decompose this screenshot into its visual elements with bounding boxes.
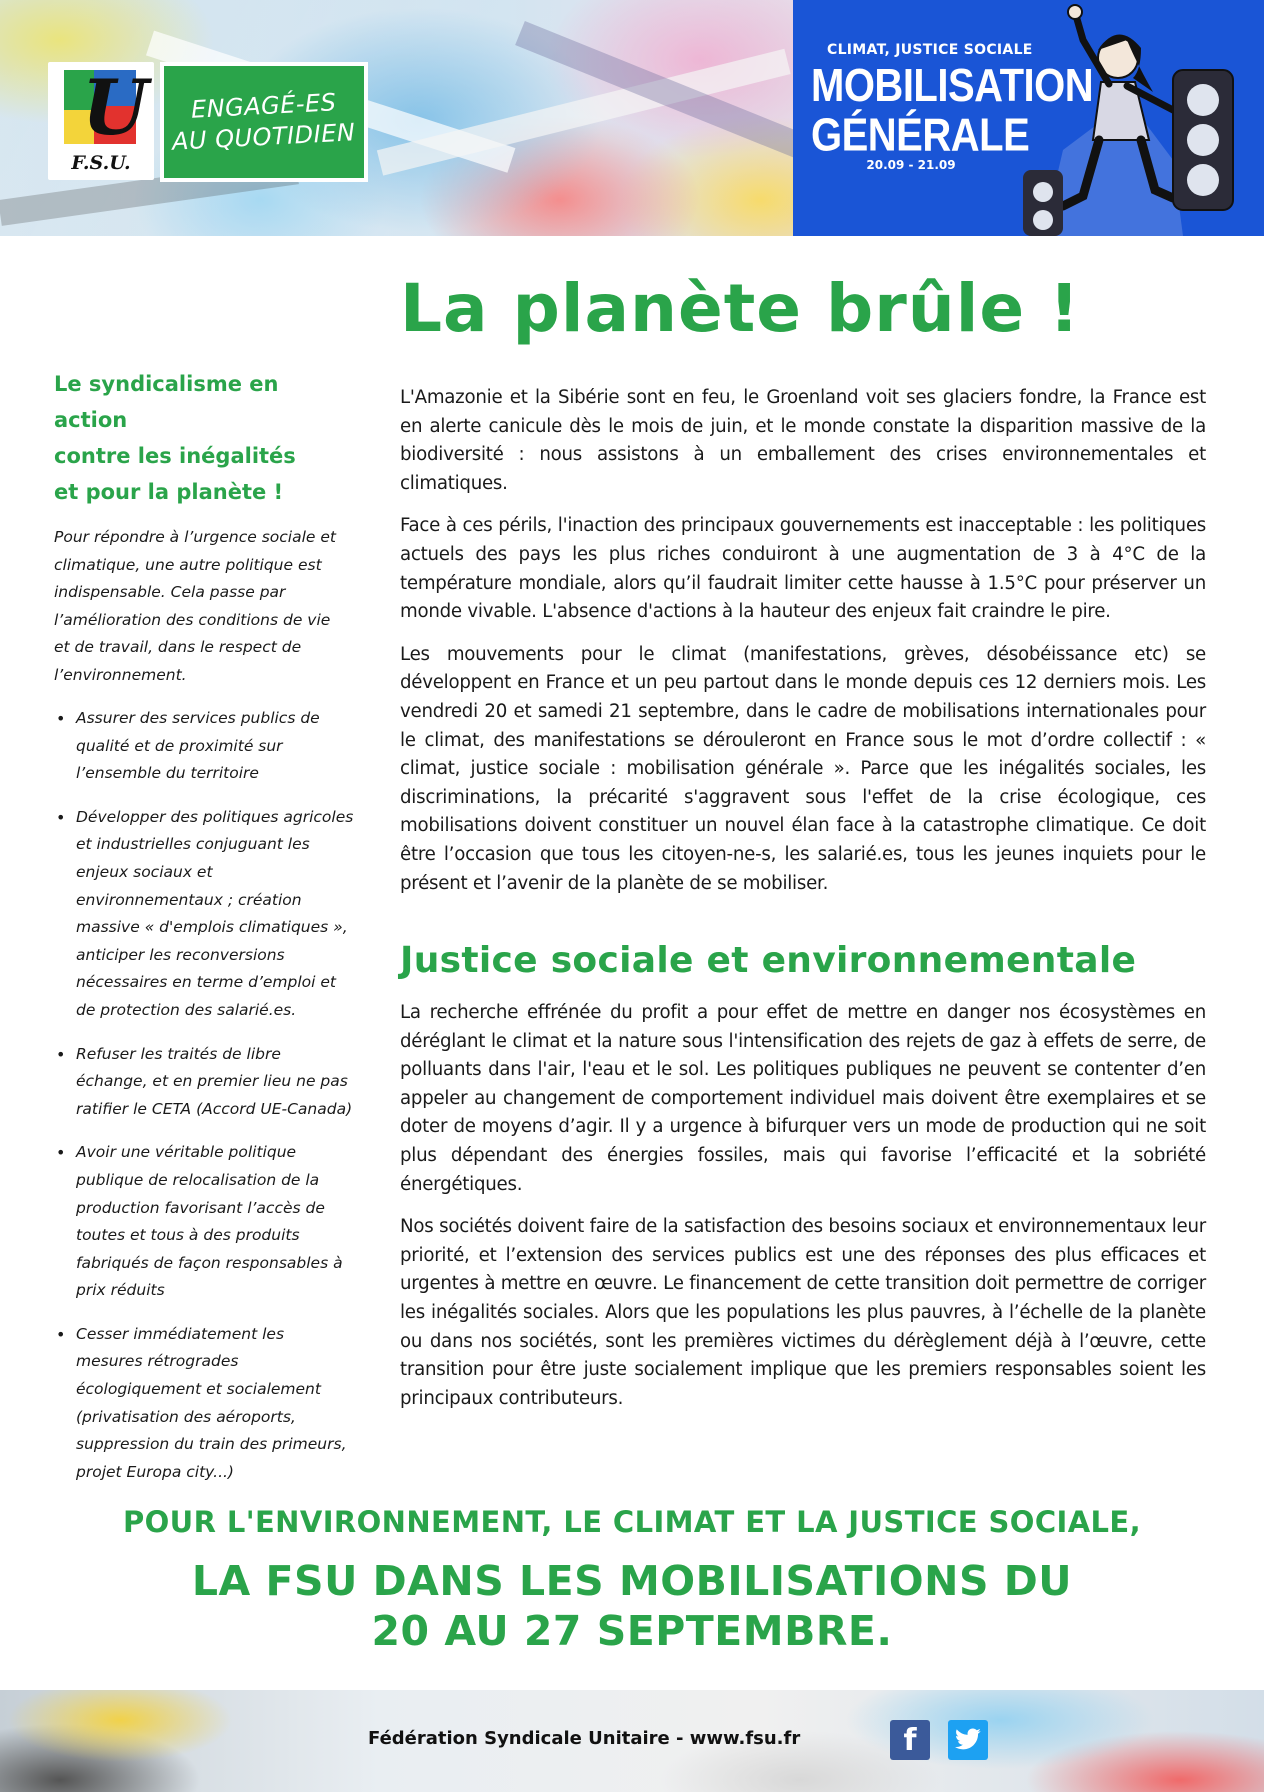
fsu-logo-mark <box>64 63 149 152</box>
sidebar-intro: Pour répondre à l’urgence sociale et climatique, une autre politique est indispensable. Cela passe par l’amélioration des conditions de vie et de travail, dans le respect de l’environnement. <box>54 528 336 684</box>
section-paragraph: Nos sociétés doivent faire de la satisfaction des besoins sociaux et environnementaux leur priorité, et l’extension des services publics est une des réponses des plus efficaces et urgentes à mettre en œuvre. Le financement de cette transition doit permettre de corriger les inégalités sociales. Alors que les populations les plus pauvres, à l’échelle de la planète ou dans nos sociétés, sont les premières victimes du dérèglement déjà à l’œuvre, cette transition pour être juste socialement implique que les premiers responsables soient les principaux contributeurs. <box>400 1216 1206 1409</box>
list-item: • Refuser les traités de libre échange, et en premier lieu ne pas ratifier le CETA (Accord UE-Canada) <box>54 1041 354 1124</box>
mobilisation-subtitle: CLIMAT, JUSTICE SOCIALE <box>827 42 1033 58</box>
tagline-box <box>160 62 368 182</box>
list-item: • Assurer des services publics de qualité et de proximité sur l’ensemble du territoire <box>54 705 354 788</box>
sidebar <box>54 366 354 1502</box>
list-item: • Cesser immédiatement les mesures rétrogrades écologiquement et socialement (privatisation des aéroports, suppression du train des primeurs, projet Europa city...) <box>54 1321 354 1487</box>
cta-line-1: POUR L'ENVIRONNEMENT, LE CLIMAT ET LA JUSTICE SOCIALE, <box>122 1505 1142 1539</box>
logo-org-name: F.S.U. <box>71 152 131 174</box>
list-item: • Développer des politiques agricoles et industrielles conjuguant les enjeux sociaux et environnementaux ; création massive « d'emplois climatiques », anticiper les reconversions nécessaires en terme d’emploi et de protection des salarié.es. <box>54 804 354 1025</box>
fsu-logo <box>48 62 154 180</box>
page-title: La planète brûle ! <box>400 270 1081 347</box>
mobilisation-title-line-1: MOBILISATION <box>811 60 1094 112</box>
body-paragraph: L'Amazonie et la Sibérie sont en feu, le Groenland voit ses glaciers fondre, la France est en alerte canicule dès le mois de juin, et le monde constate la disparition massive de la biodiversité : nous assistons à un emballement des crises environnementales et climatiques. <box>400 387 1206 494</box>
banner-stripe <box>515 21 803 157</box>
tagline-line-2: AU QUOTIDIEN <box>171 118 357 156</box>
sidebar-heading <box>54 366 354 510</box>
twitter-bird-icon <box>954 1728 982 1752</box>
section-title: Justice sociale et environnementale <box>400 940 1137 982</box>
tagline-line-1: ENGAGÉ-ES <box>190 88 338 124</box>
sidebar-heading-line-3: et pour la planète ! <box>54 480 284 504</box>
section-paragraph: La recherche effrénée du profit a pour effet de mettre en danger nos écosystèmes en déréglant le climat et la nature sous l'intensification des rejets de gaz à effets de serre, de polluants dans l'air, l'eau et le sol. Les politiques publiques ne peuvent se contenter d’en appeler au changement de comportement individuel mais doivent être exemplaires et se doter de moyens d’agir. Il y a urgence à bifurquer vers un mode de production qui ne soit plus dépendant des énergies fossiles, mais qui favorise l’efficacité et la sobriété énergétiques. <box>400 1002 1206 1195</box>
facebook-icon[interactable]: f <box>890 1720 930 1760</box>
mobilisation-title-line-2: GÉNÉRALE <box>811 110 1030 162</box>
mobilisation-title <box>811 60 1094 162</box>
body-paragraph: Face à ces périls, l'inaction des principaux gouvernements est inacceptable : les politiques actuels des pays les plus riches conduiront à une augmentation de 3 à 4°C de la température mondiale, alors qu’il faudrait limiter cette hausse à 1.5°C pour préserver un monde vivable. L'absence d'actions à la hauteur des enjeux fait craindre le pire. <box>400 515 1206 623</box>
mobilisation-poster <box>793 0 1264 236</box>
sidebar-heading-line-2: contre les inégalités <box>54 444 296 468</box>
sidebar-demands-list <box>54 705 354 1486</box>
cta-line-2: LA FSU DANS LES MOBILISATIONS DU 20 AU 27 SEPTEMBRE. <box>191 1557 1073 1655</box>
twitter-icon[interactable] <box>948 1720 988 1760</box>
protester-illustration <box>1023 0 1264 236</box>
header-banner <box>0 0 1264 236</box>
call-to-action <box>0 1502 1264 1656</box>
footer <box>0 1690 1264 1792</box>
main-content <box>400 384 1206 1427</box>
sidebar-heading-line-1: Le syndicalisme en action <box>54 372 279 432</box>
body-paragraph: Les mouvements pour le climat (manifestations, grèves, désobéissance etc) se développent en France et un peu partout dans le monde depuis ces 12 derniers mois. Les vendredi 20 et samedi 21 septembre, dans le cadre de mobilisations internationales pour le climat, des manifestations se dérouleront en France sous le mot d’ordre collectif : « climat, justice sociale : mobilisation générale ». Parce que les inégalités sociales, les discriminations, la précarité s'aggravent sous l'effet de la crise écologique, ces mobilisations doivent constituer un nouvel élan face à la catastrophe climatique. Ce doit être l’occasion que tous les citoyen-ne-s, les salarié.es, tous les jeunes inquiets pour le présent et l’avenir de la planète de se mobiliser. <box>400 643 1206 894</box>
footer-text[interactable]: Fédération Syndicale Unitaire - www.fsu.fr <box>368 1728 801 1749</box>
list-item: • Avoir une véritable politique publique de relocalisation de la production favorisant l’accès de toutes et tous à des produits fabriqués de façon responsables à prix réduits <box>54 1139 354 1305</box>
mobilisation-dates: 20.09 - 21.09 <box>866 158 956 172</box>
logo-letter: U <box>82 63 149 152</box>
